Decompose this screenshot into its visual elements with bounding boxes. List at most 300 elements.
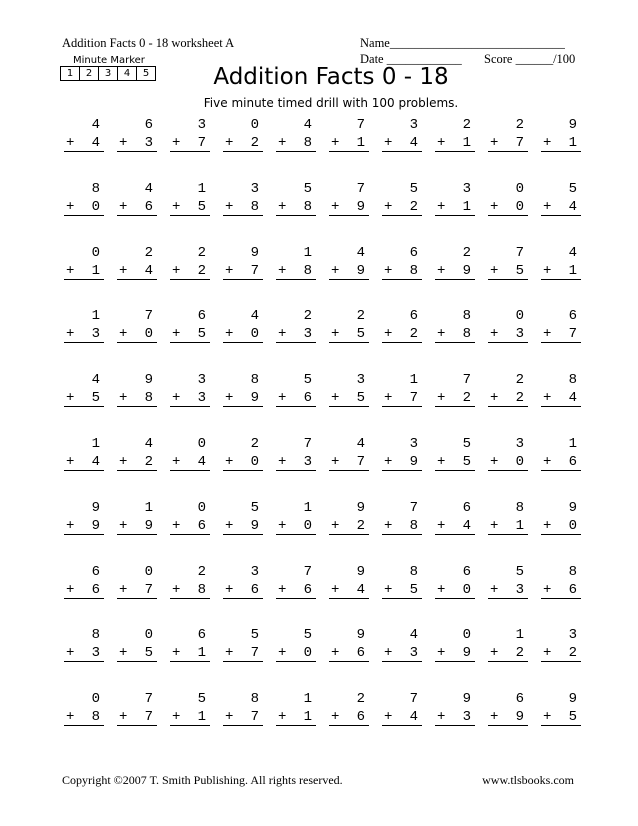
plus-sign: +: [66, 135, 75, 151]
problem-addend-top: 6: [568, 308, 577, 325]
problem-addend-bottom-row: [488, 199, 528, 216]
problem-addend-bottom: 2: [144, 454, 153, 470]
problem-addend-bottom: 9: [515, 709, 524, 726]
problem-addend-top: 0: [250, 117, 259, 133]
problem-addend-top: 2: [462, 244, 471, 261]
problem-addend-top: 2: [356, 308, 365, 325]
problem-addend-bottom: 6: [568, 581, 577, 598]
problem-addend-bottom: 9: [144, 517, 153, 534]
plus-sign: +: [437, 135, 446, 151]
problem-addend-bottom-row: [223, 135, 263, 152]
problem-addend-bottom-row: [435, 390, 475, 407]
problem-addend-bottom-row: [117, 390, 157, 407]
addition-problem: [170, 691, 210, 726]
problem-addend-top: 5: [303, 180, 312, 197]
addition-problem: [382, 500, 422, 535]
problem-addend-top: 8: [250, 372, 259, 389]
addition-problem: [541, 308, 581, 343]
addition-problem: [488, 564, 528, 599]
problem-addend-top: 2: [356, 691, 365, 708]
plus-sign: +: [331, 454, 340, 470]
problem-addend-top: 6: [409, 308, 418, 325]
problem-addend-bottom-row: [382, 390, 422, 407]
problem-addend-bottom: 6: [568, 454, 577, 470]
problem-addend-top: 1: [91, 308, 100, 325]
plus-sign: +: [278, 198, 287, 215]
plus-sign: +: [66, 517, 75, 534]
problem-addend-bottom: 4: [568, 198, 577, 215]
addition-problem: [64, 372, 104, 407]
plus-sign: +: [119, 135, 128, 151]
addition-problem: [223, 500, 263, 535]
problem-addend-bottom: 8: [462, 326, 471, 343]
addition-problem: [117, 500, 157, 535]
problem-addend-bottom: 3: [303, 326, 312, 343]
problem-addend-bottom: 7: [144, 709, 153, 726]
addition-problem: [117, 245, 157, 280]
addition-problem: [541, 500, 581, 535]
problem-addend-bottom: 0: [568, 517, 577, 534]
addition-problem: [382, 372, 422, 407]
problem-addend-bottom: 0: [91, 198, 100, 215]
addition-problem: [276, 564, 316, 599]
problem-addend-bottom-row: [541, 263, 581, 280]
plus-sign: +: [119, 581, 128, 598]
addition-problem: [382, 436, 422, 471]
problem-addend-bottom: 3: [409, 645, 418, 662]
problem-addend-bottom: 2: [409, 326, 418, 343]
problem-addend-bottom: 1: [462, 198, 471, 215]
problem-addend-top: 8: [250, 691, 259, 708]
plus-sign: +: [543, 709, 552, 726]
problem-addend-bottom: 6: [356, 645, 365, 662]
addition-problem: [117, 372, 157, 407]
addition-problem: [541, 181, 581, 216]
problem-addend-bottom-row: [64, 135, 104, 152]
problem-addend-bottom-row: [435, 582, 475, 599]
problem-addend-top: 4: [91, 372, 100, 389]
problem-addend-bottom: 8: [250, 198, 259, 215]
problem-addend-top: 4: [356, 436, 365, 452]
problem-addend-bottom: 4: [409, 709, 418, 726]
problem-addend-top: 0: [91, 691, 100, 708]
problem-addend-top: 5: [250, 499, 259, 516]
problem-addend-bottom-row: [541, 390, 581, 407]
plus-sign: +: [490, 517, 499, 534]
plus-sign: +: [437, 326, 446, 343]
problem-addend-bottom-row: [170, 199, 210, 216]
problem-addend-bottom-row: [276, 199, 316, 216]
problem-addend-bottom-row: [276, 326, 316, 343]
problem-addend-bottom: 2: [409, 198, 418, 215]
problem-addend-top: 1: [409, 372, 418, 389]
problem-addend-bottom-row: [223, 263, 263, 280]
addition-problem: [276, 500, 316, 535]
problem-addend-bottom-row: [541, 645, 581, 662]
problem-addend-bottom-row: [276, 645, 316, 662]
problem-addend-top: 0: [197, 499, 206, 516]
problem-addend-bottom: 5: [356, 326, 365, 343]
problem-addend-top: 9: [356, 499, 365, 516]
problem-addend-bottom-row: [117, 454, 157, 471]
problem-addend-bottom: 5: [568, 709, 577, 726]
problem-addend-bottom-row: [64, 390, 104, 407]
plus-sign: +: [437, 581, 446, 598]
problem-addend-top: 1: [303, 691, 312, 708]
plus-sign: +: [384, 262, 393, 279]
problem-addend-top: 2: [515, 117, 524, 133]
problem-addend-top: 8: [515, 499, 524, 516]
addition-problem: [541, 372, 581, 407]
problem-addend-bottom-row: [488, 263, 528, 280]
problem-addend-top: 7: [462, 372, 471, 389]
addition-problem: [223, 564, 263, 599]
problem-addend-top: 4: [144, 436, 153, 452]
addition-problem: [382, 117, 422, 152]
plus-sign: +: [278, 390, 287, 407]
plus-sign: +: [331, 262, 340, 279]
problem-addend-bottom: 7: [409, 390, 418, 407]
plus-sign: +: [225, 645, 234, 662]
problem-addend-bottom: 9: [462, 645, 471, 662]
addition-problem: [223, 308, 263, 343]
problem-addend-top: 9: [568, 117, 577, 133]
addition-problem: [435, 500, 475, 535]
addition-problem: [488, 245, 528, 280]
addition-problem: [382, 691, 422, 726]
plus-sign: +: [172, 135, 181, 151]
problem-addend-bottom-row: [117, 645, 157, 662]
addition-problem: [541, 564, 581, 599]
problem-addend-bottom-row: [64, 326, 104, 343]
problem-addend-top: 9: [144, 372, 153, 389]
problem-addend-top: 3: [515, 436, 524, 452]
addition-problem: [223, 627, 263, 662]
problem-addend-bottom: 9: [462, 262, 471, 279]
problem-addend-top: 1: [303, 244, 312, 261]
problem-addend-top: 0: [515, 180, 524, 197]
problem-addend-bottom: 2: [515, 645, 524, 662]
problem-addend-top: 4: [568, 244, 577, 261]
problem-addend-bottom-row: [382, 518, 422, 535]
problem-addend-bottom: 1: [303, 709, 312, 726]
problem-addend-bottom-row: [117, 263, 157, 280]
problem-addend-bottom-row: [435, 454, 475, 471]
problem-addend-bottom: 5: [409, 581, 418, 598]
problem-addend-bottom: 5: [91, 390, 100, 407]
plus-sign: +: [543, 454, 552, 470]
problem-addend-bottom: 1: [197, 645, 206, 662]
addition-problem: [223, 372, 263, 407]
problem-addend-bottom-row: [117, 582, 157, 599]
problem-addend-top: 0: [144, 563, 153, 580]
problem-addend-top: 5: [197, 691, 206, 708]
plus-sign: +: [172, 262, 181, 279]
plus-sign: +: [225, 390, 234, 407]
problem-addend-top: 6: [409, 244, 418, 261]
plus-sign: +: [172, 645, 181, 662]
website-link: www.tlsbooks.com: [482, 773, 574, 787]
problem-addend-bottom-row: [329, 454, 369, 471]
problem-addend-bottom-row: [64, 582, 104, 599]
problem-addend-top: 3: [197, 372, 206, 389]
plus-sign: +: [384, 581, 393, 598]
addition-problem: [435, 245, 475, 280]
problem-addend-top: 9: [568, 499, 577, 516]
plus-sign: +: [543, 262, 552, 279]
plus-sign: +: [490, 262, 499, 279]
problem-addend-bottom: 4: [356, 581, 365, 598]
problem-addend-top: 7: [515, 244, 524, 261]
addition-problem: [117, 691, 157, 726]
problem-addend-bottom-row: [276, 582, 316, 599]
plus-sign: +: [66, 262, 75, 279]
problem-addend-bottom: 3: [91, 326, 100, 343]
plus-sign: +: [490, 390, 499, 407]
problem-addend-bottom: 6: [303, 390, 312, 407]
problem-addend-bottom-row: [223, 199, 263, 216]
minute-marker-cell: 2: [80, 67, 99, 80]
addition-problem: [170, 245, 210, 280]
problem-addend-bottom: 5: [515, 262, 524, 279]
addition-problem: [276, 436, 316, 471]
plus-sign: +: [543, 326, 552, 343]
plus-sign: +: [437, 198, 446, 215]
problem-addend-top: 3: [462, 180, 471, 197]
problem-addend-bottom: 2: [515, 390, 524, 407]
problem-addend-top: 3: [250, 563, 259, 580]
problem-addend-top: 3: [409, 117, 418, 133]
addition-problem: [170, 308, 210, 343]
problem-addend-bottom-row: [382, 326, 422, 343]
problem-addend-top: 5: [462, 436, 471, 452]
problem-addend-bottom-row: [117, 518, 157, 535]
problem-addend-bottom-row: [329, 326, 369, 343]
problem-addend-top: 8: [91, 627, 100, 644]
problem-addend-bottom-row: [170, 263, 210, 280]
score-field: Score ______/100: [484, 52, 576, 66]
problem-addend-bottom-row: [435, 518, 475, 535]
problem-addend-top: 7: [144, 691, 153, 708]
plus-sign: +: [278, 709, 287, 726]
plus-sign: +: [225, 454, 234, 470]
plus-sign: +: [543, 517, 552, 534]
problem-addend-bottom: 3: [91, 645, 100, 662]
addition-problem: [170, 372, 210, 407]
addition-problem: [488, 436, 528, 471]
problem-addend-bottom-row: [170, 390, 210, 407]
problem-addend-top: 2: [250, 436, 259, 452]
addition-problem: [435, 181, 475, 216]
addition-problem: [329, 372, 369, 407]
problem-addend-top: 3: [568, 627, 577, 644]
problem-addend-bottom: 2: [356, 517, 365, 534]
problem-addend-top: 9: [356, 627, 365, 644]
addition-problem: [117, 117, 157, 152]
addition-problem: [223, 181, 263, 216]
problem-addend-bottom: 0: [515, 198, 524, 215]
addition-problem: [329, 436, 369, 471]
problem-addend-bottom: 2: [568, 645, 577, 662]
problem-addend-bottom-row: [170, 135, 210, 152]
addition-problem: [170, 181, 210, 216]
problem-addend-bottom: 7: [144, 581, 153, 598]
addition-problem: [329, 500, 369, 535]
problem-addend-bottom-row: [488, 390, 528, 407]
plus-sign: +: [490, 326, 499, 343]
problem-addend-bottom: 6: [303, 581, 312, 598]
problem-addend-bottom: 0: [250, 326, 259, 343]
problem-addend-bottom-row: [223, 326, 263, 343]
problem-addend-bottom: 3: [515, 326, 524, 343]
plus-sign: +: [172, 581, 181, 598]
plus-sign: +: [543, 581, 552, 598]
plus-sign: +: [225, 326, 234, 343]
problem-addend-top: 5: [568, 180, 577, 197]
plus-sign: +: [119, 326, 128, 343]
addition-problem: [64, 564, 104, 599]
problem-addend-bottom-row: [329, 518, 369, 535]
addition-problem: [64, 691, 104, 726]
plus-sign: +: [331, 581, 340, 598]
addition-problem: [382, 627, 422, 662]
plus-sign: +: [66, 645, 75, 662]
problem-addend-top: 7: [144, 308, 153, 325]
problem-addend-top: 0: [462, 627, 471, 644]
problem-addend-bottom: 8: [409, 517, 418, 534]
problem-addend-bottom: 2: [250, 135, 259, 151]
plus-sign: +: [278, 454, 287, 470]
problem-addend-bottom: 0: [462, 581, 471, 598]
addition-problem: [488, 691, 528, 726]
problem-addend-bottom-row: [541, 518, 581, 535]
problem-addend-top: 4: [303, 117, 312, 133]
problem-addend-bottom: 1: [568, 262, 577, 279]
problem-addend-bottom-row: [64, 454, 104, 471]
addition-problem: [117, 436, 157, 471]
addition-problem: [329, 308, 369, 343]
problem-addend-bottom: 0: [515, 454, 524, 470]
addition-problem: [382, 564, 422, 599]
problem-addend-bottom-row: [541, 135, 581, 152]
problem-addend-top: 8: [568, 563, 577, 580]
problem-addend-bottom: 8: [91, 709, 100, 726]
plus-sign: +: [490, 709, 499, 726]
addition-problem: [541, 691, 581, 726]
minute-marker-cell: 3: [99, 67, 118, 80]
problem-addend-bottom-row: [435, 135, 475, 152]
plus-sign: +: [384, 390, 393, 407]
plus-sign: +: [490, 135, 499, 151]
problem-addend-top: 9: [568, 691, 577, 708]
problem-addend-bottom: 1: [515, 517, 524, 534]
problem-addend-bottom-row: [382, 645, 422, 662]
problem-addend-bottom-row: [329, 263, 369, 280]
problem-addend-bottom-row: [64, 518, 104, 535]
addition-problem: [64, 117, 104, 152]
problem-addend-bottom-row: [541, 199, 581, 216]
problem-addend-bottom: 7: [250, 262, 259, 279]
plus-sign: +: [172, 517, 181, 534]
problem-addend-bottom-row: [170, 582, 210, 599]
problem-addend-bottom-row: [488, 582, 528, 599]
problem-addend-top: 2: [303, 308, 312, 325]
problem-addend-bottom: 3: [197, 390, 206, 407]
plus-sign: +: [66, 581, 75, 598]
problem-addend-bottom: 7: [356, 454, 365, 470]
problem-addend-bottom-row: [223, 518, 263, 535]
problem-addend-top: 6: [515, 691, 524, 708]
plus-sign: +: [437, 709, 446, 726]
addition-problem: [435, 436, 475, 471]
name-field: Name____________________________: [360, 36, 565, 50]
plus-sign: +: [543, 135, 552, 151]
problem-addend-bottom-row: [435, 199, 475, 216]
problem-addend-top: 4: [144, 180, 153, 197]
addition-problem: [170, 117, 210, 152]
problem-addend-bottom: 1: [91, 262, 100, 279]
problem-addend-bottom-row: [435, 645, 475, 662]
plus-sign: +: [437, 645, 446, 662]
problem-addend-top: 6: [197, 308, 206, 325]
problem-addend-bottom: 6: [250, 581, 259, 598]
addition-problem: [329, 627, 369, 662]
problem-addend-bottom: 9: [91, 517, 100, 534]
problem-addend-bottom: 7: [250, 709, 259, 726]
problem-addend-bottom-row: [488, 518, 528, 535]
problem-addend-bottom: 1: [568, 135, 577, 151]
problem-addend-top: 1: [303, 499, 312, 516]
plus-sign: +: [437, 454, 446, 470]
addition-problem: [276, 372, 316, 407]
problem-addend-bottom: 7: [250, 645, 259, 662]
minute-marker-label: Minute Marker: [73, 55, 145, 66]
plus-sign: +: [437, 262, 446, 279]
addition-problem: [435, 117, 475, 152]
plus-sign: +: [331, 517, 340, 534]
addition-problem: [435, 691, 475, 726]
problem-addend-bottom: 3: [303, 454, 312, 470]
problem-addend-top: 6: [197, 627, 206, 644]
problem-addend-bottom-row: [64, 263, 104, 280]
addition-problem: [276, 627, 316, 662]
plus-sign: +: [119, 645, 128, 662]
addition-problem: [64, 436, 104, 471]
problem-addend-bottom: 6: [356, 709, 365, 726]
addition-problem: [329, 117, 369, 152]
problem-addend-top: 9: [250, 244, 259, 261]
addition-problem: [541, 436, 581, 471]
problem-addend-bottom: 9: [356, 198, 365, 215]
addition-problem: [329, 691, 369, 726]
problem-addend-bottom: 4: [409, 135, 418, 151]
problem-addend-bottom: 6: [144, 198, 153, 215]
problem-addend-top: 3: [356, 372, 365, 389]
problem-addend-bottom: 4: [144, 262, 153, 279]
plus-sign: +: [331, 390, 340, 407]
problem-addend-bottom-row: [488, 454, 528, 471]
plus-sign: +: [66, 454, 75, 470]
plus-sign: +: [384, 709, 393, 726]
plus-sign: +: [119, 454, 128, 470]
problem-addend-bottom: 8: [303, 198, 312, 215]
problem-addend-bottom: 1: [462, 135, 471, 151]
problem-addend-bottom-row: [117, 135, 157, 152]
problem-addend-top: 7: [356, 180, 365, 197]
problem-addend-bottom-row: [276, 263, 316, 280]
plus-sign: +: [172, 198, 181, 215]
addition-problem: [488, 308, 528, 343]
